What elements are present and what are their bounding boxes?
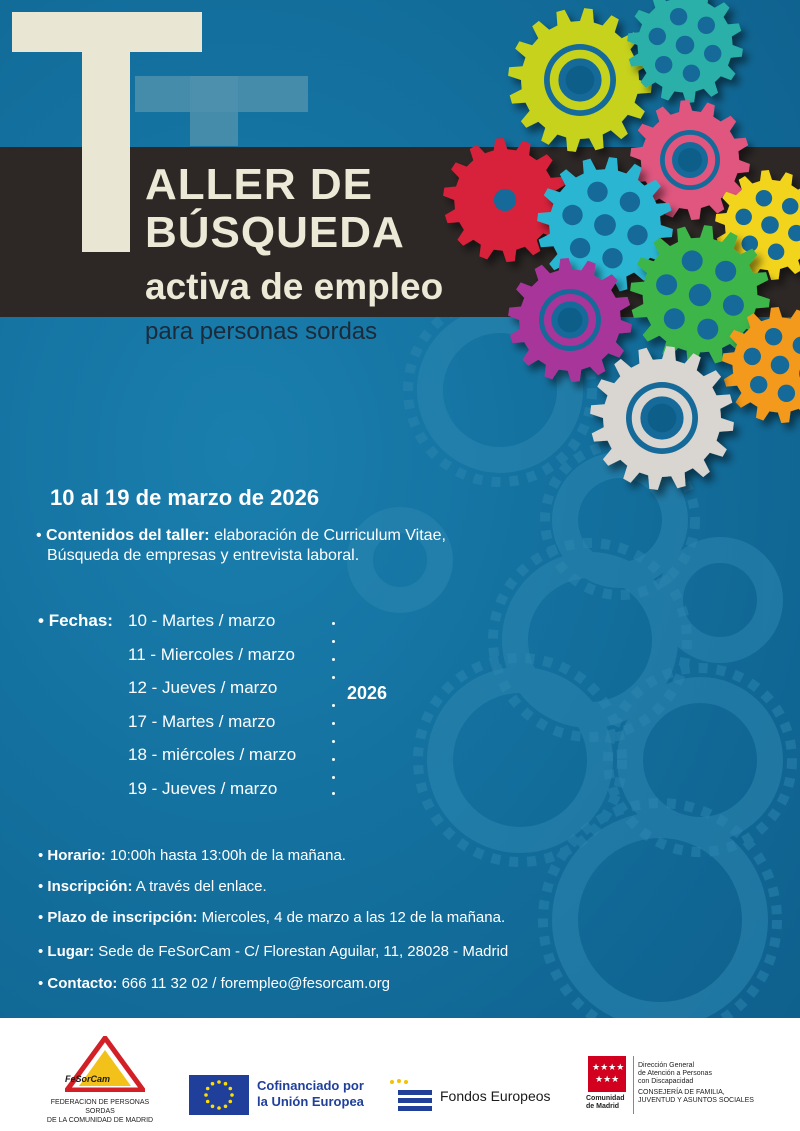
fondos-europeos-icon: [388, 1078, 434, 1114]
fesorcam-line-1: FEDERACION DE PERSONAS SORDAS: [50, 1099, 150, 1115]
svg-text:★★★★: ★★★★: [592, 1063, 625, 1073]
info-value[interactable]: A través del enlace.: [135, 878, 267, 895]
gear-spoke-hole: [587, 182, 607, 202]
fesorcam-logo-text: FeSorCam: [65, 1074, 111, 1084]
madrid-con-1: CONSEJERÍA DE FAMILIA,: [638, 1089, 725, 1096]
gear-spoke-hole: [768, 244, 785, 260]
madrid-divider: [633, 1056, 634, 1114]
eu-star-icon: [204, 1093, 208, 1097]
gear-spoke-hole: [682, 250, 703, 271]
madrid-name: [586, 1095, 625, 1111]
title-line-2: BÚSQUEDA: [145, 208, 405, 257]
madrid-dir-3: con Discapacidad: [638, 1078, 694, 1085]
gear-hole: [494, 189, 516, 211]
gear-center: [678, 148, 702, 172]
footer: [0, 1018, 800, 1131]
info-value: Miercoles, 4 de marzo a las 12 de la mañana.: [201, 909, 506, 926]
eu-flag-icon: [189, 1075, 249, 1115]
gear-spoke-hole: [742, 235, 759, 252]
eu-star-icon: [224, 1082, 228, 1086]
fecha-item: 11 - Miercoles / marzo: [128, 645, 295, 664]
eu-star-icon: [206, 1100, 210, 1104]
eu-line-2: la Unión Europea: [257, 1094, 364, 1109]
separator-dot: [332, 676, 335, 679]
contenidos-line-2: Búsqueda de empresas y entrevista laboral.: [47, 547, 360, 564]
separator-dot: [332, 792, 335, 795]
gear-center: [761, 216, 779, 234]
fecha-item: 12 - Jueves / marzo: [128, 678, 278, 697]
madrid-name-2: de Madrid: [586, 1103, 620, 1110]
eu-star-icon: [211, 1082, 215, 1086]
fecha-item: 17 - Martes / marzo: [128, 712, 276, 731]
eu-line-1: Cofinanciado por: [257, 1078, 364, 1093]
separator-dot: [332, 776, 335, 779]
eu-star-icon: [206, 1087, 210, 1091]
info-horario: • Horario: 10:00h hasta 13:00h de la mañana.: [38, 847, 346, 864]
gear-spoke-hole: [664, 308, 685, 329]
year-label: 2026: [347, 683, 388, 703]
info-value: Sede de FeSorCam - C/ Florestan Aguilar, 11, 28028 - Madrid: [98, 943, 509, 960]
separator-dot: [332, 658, 335, 661]
eu-star-icon: [229, 1100, 233, 1104]
info-contacto: • Contacto: 666 11 32 02 / forempleo@fesorcam.org: [38, 975, 391, 992]
eu-star-icon: [217, 1106, 221, 1110]
gear-center: [676, 36, 695, 55]
gear-center: [566, 66, 595, 95]
eu-star-icon: [224, 1105, 228, 1109]
gear-spoke-hole: [782, 198, 799, 215]
gear-spoke-hole: [735, 209, 752, 226]
info-label: Horario:: [47, 847, 106, 864]
contenidos-text-1: elaboración de Curriculum Vitae,: [214, 527, 446, 544]
fechas-label-text: Fechas:: [48, 611, 113, 630]
info-inscripcion: • Inscripción: A través del enlace.: [38, 878, 267, 895]
separator-dot: [332, 640, 335, 643]
info-label: Plazo de inscripción:: [47, 909, 198, 926]
gear-spoke-hole: [765, 328, 782, 345]
madrid-name-1: Comunidad: [586, 1095, 625, 1102]
fesorcam-logo: [65, 1036, 145, 1092]
madrid-con-2: JUVENTUD Y ASUNTOS SOCIALES: [638, 1097, 754, 1104]
separator-dot: [332, 740, 335, 743]
title-line-3: activa de empleo: [145, 266, 444, 307]
gear-spoke-hole: [655, 56, 672, 73]
gear-spoke-hole: [570, 238, 590, 258]
gear-center: [689, 284, 711, 306]
eu-text: [257, 1078, 364, 1110]
gear-spoke-hole: [649, 28, 666, 45]
date-heading: 10 al 19 de marzo de 2026: [50, 485, 320, 510]
gear-center: [594, 214, 616, 236]
gear-spoke-hole: [562, 205, 582, 225]
gear-spoke-hole: [723, 295, 744, 316]
gear-spoke-hole: [697, 319, 718, 340]
info-value: 10:00h hasta 13:00h de la mañana.: [109, 847, 346, 864]
info-label: Inscripción:: [47, 878, 133, 895]
gear-center: [771, 356, 790, 375]
comunidad-madrid-flag-icon: [588, 1056, 626, 1092]
eu-star-icon: [217, 1080, 221, 1084]
gear-center: [648, 404, 677, 433]
info-lugar: • Lugar: Sede de FeSorCam - C/ Florestan Aguilar, 11, 28028 - Madrid: [38, 943, 509, 960]
fesorcam-caption: [36, 1098, 164, 1125]
gear-spoke-hole: [656, 274, 677, 295]
gear-spoke-hole: [756, 190, 773, 207]
gear-spoke-hole: [627, 225, 647, 245]
gear-spoke-hole: [620, 192, 640, 212]
title-line-1: ALLER DE: [145, 160, 373, 209]
madrid-dir-1: Dirección General: [638, 1062, 695, 1069]
fecha-item: 19 - Jueves / marzo: [128, 779, 278, 798]
separator-dot: [332, 722, 335, 725]
contact-value[interactable]: 666 11 32 02 / forempleo@fesorcam.org: [121, 975, 391, 992]
gear-center: [558, 308, 583, 333]
info-label: Lugar:: [47, 943, 95, 960]
contenidos-label: Contenidos del taller:: [46, 527, 210, 544]
info-plazo: • Plazo de inscripción: Miercoles, 4 de marzo a las 12 de la mañana.: [38, 909, 506, 926]
fesorcam-line-2: DE LA COMUNIDAD DE MADRID: [46, 1117, 154, 1124]
gear-spoke-hole: [744, 348, 761, 365]
gear-spoke-hole: [602, 248, 622, 268]
contenidos-line-1: • Contenidos del taller: elaboración de Curriculum Vitae,: [36, 527, 446, 544]
fondos-europeos-text: Fondos Europeos: [440, 1088, 551, 1104]
gear-spoke-hole: [778, 385, 795, 402]
gear-spoke-hole: [670, 8, 687, 25]
eu-star-icon: [211, 1105, 215, 1109]
gear-icon: [590, 346, 734, 490]
svg-text:★★★: ★★★: [595, 1075, 620, 1085]
madrid-direccion: [638, 1062, 754, 1105]
fecha-item: 18 - miércoles / marzo: [128, 745, 297, 764]
separator-dot: [332, 622, 335, 625]
eu-star-icon: [229, 1087, 233, 1091]
gear-spoke-hole: [750, 376, 767, 393]
gear-spoke-hole: [683, 65, 700, 82]
separator-dot: [332, 704, 335, 707]
madrid-dir-2: de Atención a Personas: [638, 1070, 712, 1077]
fechas-label: • Fechas:: [38, 611, 113, 630]
gear-icon: [508, 8, 652, 152]
eu-star-icon: [230, 1093, 234, 1097]
gear-spoke-hole: [698, 17, 715, 34]
subtitle: para personas sordas: [145, 318, 378, 345]
contenidos-section: [36, 526, 476, 566]
fecha-item: 10 - Martes / marzo: [128, 611, 276, 630]
info-label: Contacto:: [47, 975, 118, 992]
gear-icon: [508, 258, 632, 382]
separator-dot: [332, 758, 335, 761]
gear-spoke-hole: [715, 261, 736, 282]
gear-spoke-hole: [704, 45, 721, 62]
